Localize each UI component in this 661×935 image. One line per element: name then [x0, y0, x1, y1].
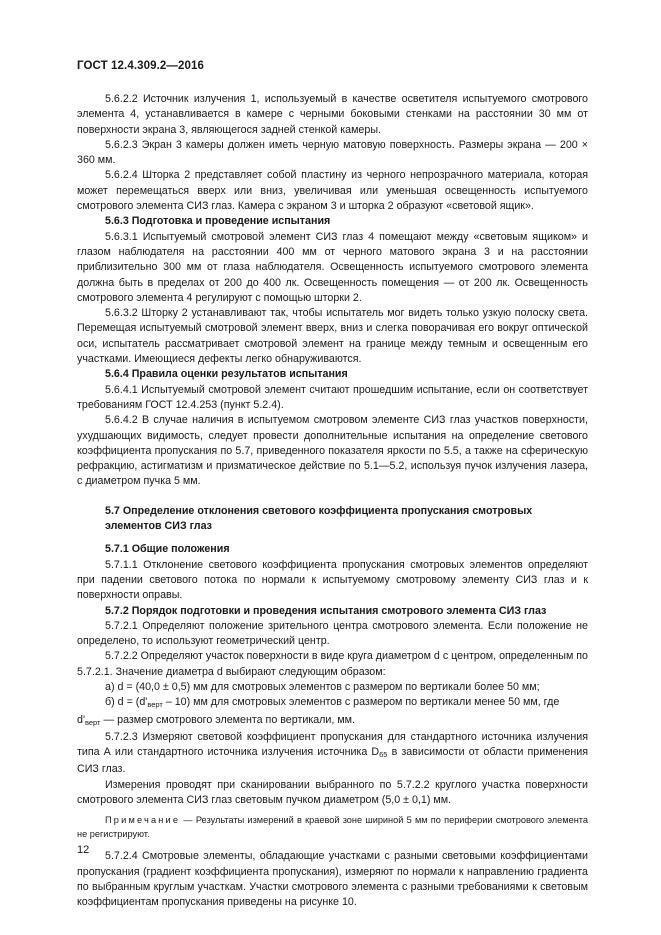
note-text: — Результаты измерений в краевой зоне шириной 5 мм по периферии смотрового элемента не регистрируют. [77, 815, 588, 839]
list-item-a: а) d = (40,0 ± 0,5) мм для смотровых элементов с размером по вертикали более 50 мм; [105, 680, 540, 693]
paragraph-5-7-2-2: 5.7.2.2 Определяют участок поверхности в виде круга диаметром d с центром, определенным по 5.7.2.1. Значение диаметра d выбирают следующим образом: [77, 650, 589, 678]
page-number: 12 [77, 844, 90, 856]
heading-5-6-4: 5.6.4 Правила оценки результатов испытания [105, 368, 348, 381]
heading-5-7: 5.7 Определение отклонения светового коэффициента пропускания смотровых элементов СИЗ глаз [105, 504, 533, 533]
note-label: Примечание [105, 815, 181, 826]
document-header: ГОСТ 12.4.309.2—2016 [77, 60, 204, 72]
paragraph-5-6-3-2: 5.6.3.2 Шторку 2 устанавливают так, чтобы испытатель мог видеть только узкую полоску света. Перемещая испытуемый смотровой элемент вверх, вниз и слегка поворачивая его вокруг оптической оси, испытатель рассматривает смотровой элемент на границе между темным и освещенным его участками. Имеющиеся дефекты легко обнаруживаются. [77, 307, 588, 366]
heading-5-7-2: 5.7.2 Порядок подготовки и проведения испытания смотрового элемента СИЗ глаз [105, 604, 547, 617]
paragraph-5-6-3-1: 5.6.3.1 Испытуемый смотровой элемент СИЗ глаз 4 помещают между «световым ящиком» и глазом наблюдателя на расстоянии 400 мм от черного матового экрана 3 и на расстоянии приблизительно 300 мм от глаза наблюдателя. Освещенность испытуемого смотрового элемента должна быть в пределах от 200 до 400 лк. Освещенность помещения — от 200 лк. Освещенность смотрового элемента 4 регулируют с помощью шторки 2. [77, 230, 588, 304]
paragraph-5-7-2-1: 5.7.2.1 Определяют положение зрительного центра смотрового элемента. Если положение не определено, то используют геометрический центр. [77, 619, 588, 648]
paragraph-5-6-4-1: 5.6.4.1 Испытуемый смотровой элемент считают прошедшим испытание, если он соответствует требованиям ГОСТ 12.4.253 (пункт 5.2.4). [77, 383, 588, 411]
paragraph-measurements: Измерения проводят при сканировании выбранного по 5.7.2.2 круглого участка поверхности смотрового элемента СИЗ глаз световым пучком диаметром (5,0 ± 0,1) мм. [77, 778, 588, 807]
paragraph-5-6-2-3: 5.6.2.3 Экран 3 камеры должен иметь черную матовую поверхность. Размеры экрана — 200 × 360 мм. [77, 138, 588, 167]
paragraph-5-7-2-3: 5.7.2.3 Измеряют световой коэффициент пропускания для стандартного источника излучения типа А или стандартного источника излучения источника $D_{65}$ в зависимости от области применения СИЗ глаз. [77, 730, 588, 776]
list-item-b: б) $d = (d'_{верт} - 10)$ мм для смотровых элементов с размером по вертикали менее 50 мм, где [105, 696, 560, 710]
heading-5-6-3: 5.6.3 Подготовка и проведение испытания [105, 215, 331, 228]
paragraph-5-7-1-1: 5.7.1.1 Отклонение светового коэффициента пропускания смотровых элементов определяют при падении светового потока по нормали к испытуемому смотровому элементу СИЗ глаз и к поверхности оправы. [77, 558, 588, 602]
paragraph-5-6-2-4: 5.6.2.4 Шторка 2 представляет собой пластину из черного непрозрачного материала, которая может перемещаться вверх или вниз, увеличивая или уменьшая освещенность испытуемого смотрового элемента СИЗ глаз. Камера с экраном 3 и шторка 2 образуют «световой ящик». [77, 169, 588, 213]
paragraph-5-7-2-4: 5.7.2.4 Смотровые элементы, обладающие участками с разными световыми коэффициентами пропускания (градиент коэффициента пропускания), измеряют по нормали к направлению градиента по выбранным круглым участкам. Участки смотрового элемента с разными требованиями к световым коэффициентам пропускания приведены на рисунке 10. [77, 850, 588, 909]
document-body [77, 92, 588, 911]
paragraph-5-6-2-2: 5.6.2.2 Источник излучения 1, используемый в качестве осветителя испытуемого смотрового элемента 4, устанавливается в камере с черными боковыми стенками на расстоянии 30 мм от поверхности экрана 3, являющегося задней стенкой камеры. [77, 93, 588, 136]
note [77, 814, 588, 841]
paragraph-5-6-4-2: 5.6.4.2 В случае наличия в испытуемом смотровом элементе СИЗ глаз участков поверхности, ухудшающих видимость, следует провести дополнительные испытания на определение светового коэффициента пропускания по 5.7, приведенного показателя яркости по 5.5, а также на сферическую рефракцию, астигматизм и призматическое действие по 5.1—5.2, используя пучок излучения лазера, с диаметром пучка 5 мм. [77, 414, 588, 488]
heading-5-7-1: 5.7.1 Общие положения [105, 543, 230, 556]
list-item-b-continued: $d'_{верт}$ — размер смотрового элемента по вертикали, мм. [77, 713, 355, 727]
